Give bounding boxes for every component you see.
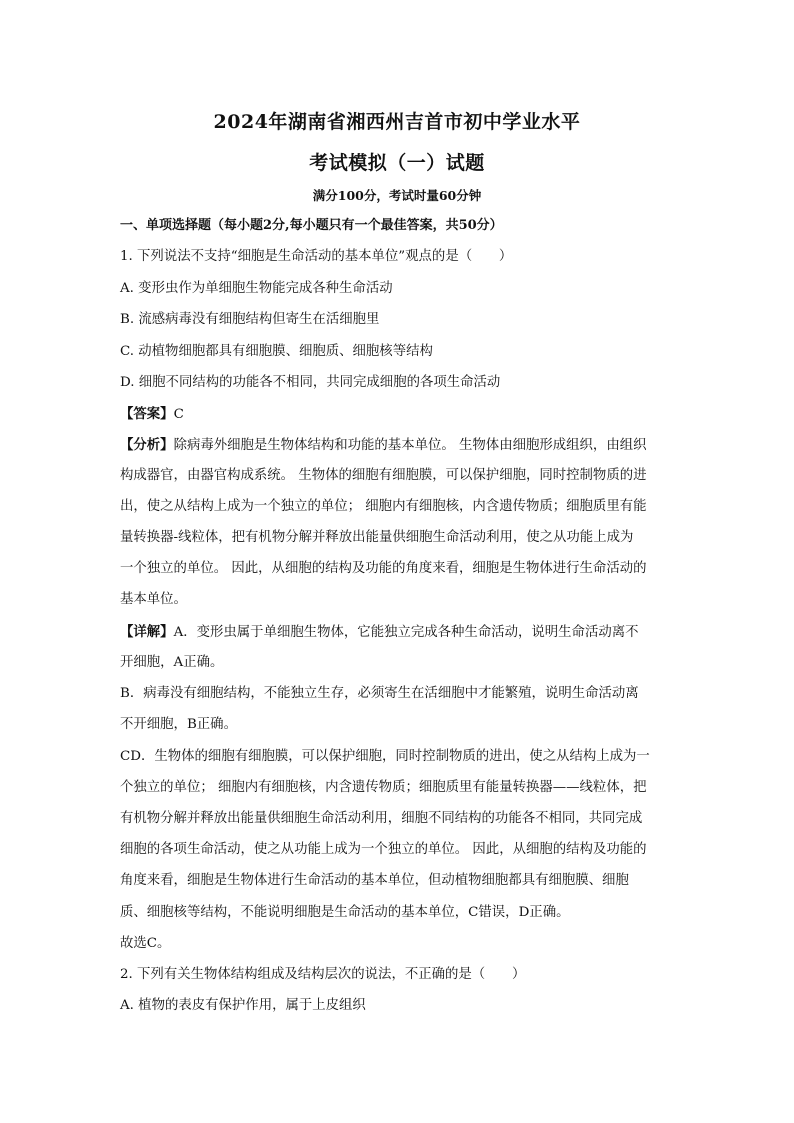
question-2-option-a: A. 植物的表皮有保护作用，属于上皮组织 <box>120 998 366 1013</box>
detail-text: 有机物分解并释放出能量供细胞生命活动利用，细胞不同结构的功能各不相同，共同完成 <box>120 811 643 826</box>
question-1-option-d: D. 细胞不同结构的功能各不相同，共同完成细胞的各项生命活动 <box>120 375 501 390</box>
question-1-option-c: C. 动植物细胞都具有细胞膜、细胞质、细胞核等结构 <box>120 344 433 359</box>
detail-text: 角度来看，细胞是生物体进行生命活动的基本单位，但动植物细胞都具有细胞膜、细胞 <box>120 873 629 888</box>
question-1-option-b: B. 流感病毒没有细胞结构但寄生在活细胞里 <box>120 312 380 327</box>
detail-text: A．变形虫属于单细胞生物体，它能独立完成各种生命活动，说明生命活动离不 <box>173 625 639 640</box>
detail-text: 个独立的单位； 细胞内有细胞核，内含遗传物质；细胞质里有能量转换器——线粒体，把 <box>120 780 647 795</box>
detail-conclusion: 故选C。 <box>120 936 171 951</box>
analysis-text: 出，使之从结构上成为一个独立的单位； 细胞内有细胞核，内含遗传物质；细胞质里有能 <box>120 499 647 514</box>
analysis-text: 量转换器-线粒体，把有机物分解并释放出能量供细胞生命活动利用，使之从功能上成为 <box>120 530 634 545</box>
exam-info: 满分100分，考试时量60分钟 <box>312 188 482 203</box>
detail-text: CD．生物体的细胞有细胞膜，可以保护细胞，同时控制物质的进出，使之从结构上成为一 <box>120 749 650 764</box>
page-title-line2: 考试模拟（一）试题 <box>309 152 485 174</box>
detail-text: B．病毒没有细胞结构，不能独立生存，必须寄生在活细胞中才能繁殖，说明生命活动离 <box>120 686 639 701</box>
detail-text: 细胞的各项生命活动，使之从功能上成为一个独立的单位。 因此，从细胞的结构及功能的 <box>120 842 647 857</box>
question-1-stem: 1. 下列说法不支持“细胞是生命活动的基本单位”观点的是（ ） <box>120 249 513 264</box>
analysis-text: 构成器官，由器官构成系统。 生物体的细胞有细胞膜，可以保护细胞，同时控制物质的进 <box>120 468 647 483</box>
detail-line <box>120 622 676 643</box>
question-2-stem: 2. 下列有关生物体结构组成及结构层次的说法，不正确的是（ ） <box>120 967 526 982</box>
detail-text: 开细胞，A正确。 <box>120 655 224 670</box>
analysis-text: 一个独立的单位。 因此，从细胞的结构及功能的角度来看，细胞是生物体进行生命活动的 <box>120 561 647 576</box>
answer-line <box>120 404 676 425</box>
answer-tag: 【答案】 <box>120 406 174 422</box>
section-heading: 一、单项选择题（每小题2分,每小题只有一个最佳答案，共50分） <box>120 218 503 233</box>
detail-tag: 【详解】 <box>120 624 174 640</box>
analysis-tag: 【分析】 <box>120 437 174 453</box>
question-1-option-a: A. 变形虫作为单细胞生物能完成各种生命活动 <box>120 281 393 296</box>
analysis-text: 除病毒外细胞是生物体结构和功能的基本单位。 生物体由细胞形成组织，由组织 <box>173 438 647 453</box>
answer-value: C <box>173 407 184 422</box>
page-title-line1: 2024年湖南省湘西州吉首市初中学业水平 <box>213 111 581 133</box>
detail-text: 不开细胞，B正确。 <box>120 717 237 732</box>
analysis-text: 基本单位。 <box>120 592 187 607</box>
detail-text: 质、细胞核等结构，不能说明细胞是生命活动的基本单位，C错误，D正确。 <box>120 905 570 920</box>
analysis-line <box>120 435 676 456</box>
